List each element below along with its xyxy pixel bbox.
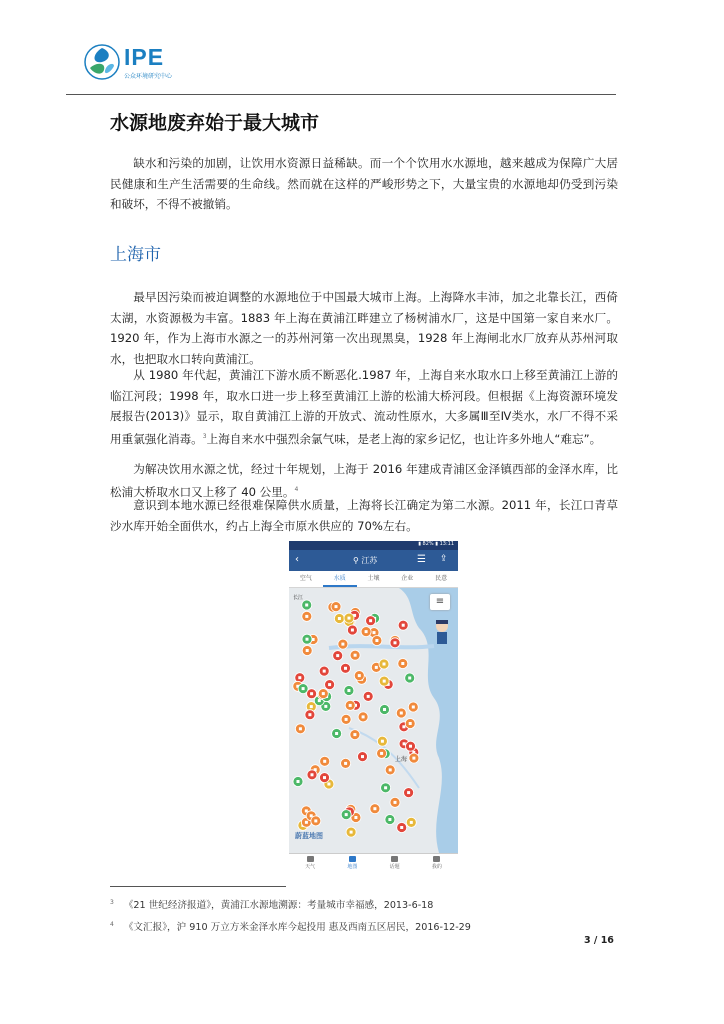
map-pin[interactable]: [405, 719, 415, 729]
map-pin[interactable]: [295, 724, 305, 734]
bottom-nav: [289, 853, 458, 873]
tab-enterprise[interactable]: 企业: [401, 575, 414, 582]
map-pin[interactable]: [332, 729, 342, 739]
map-pin[interactable]: [305, 710, 315, 720]
footnote-text: 《文汇报》，沪 910 万立方米金泽水库今起投用 惠及西南五区居民，2016-12-29: [123, 922, 471, 933]
page-title: 水源地废弃始于最大城市: [110, 112, 320, 134]
map-pin[interactable]: [370, 804, 380, 814]
nav-label: 地图: [347, 864, 358, 870]
map-pin[interactable]: [331, 602, 341, 612]
map-pin[interactable]: [380, 705, 390, 715]
map-pin[interactable]: [358, 712, 368, 722]
map-pin[interactable]: [302, 600, 312, 610]
map-pin[interactable]: [377, 748, 387, 758]
nav-label: 话题: [389, 864, 400, 870]
map-pin[interactable]: [345, 700, 355, 710]
map-pin[interactable]: [347, 625, 357, 635]
map-pin[interactable]: [366, 616, 376, 626]
paragraph-text: 从 1980 年代起，黄浦江下游水质不断恶化.1987 年，上海自来水取水口上移至黄浦江上游的临江河段；1998 年，取水口进一步上移至黄浦江上游的松浦大桥河段。但根据《上海资源环境发展报告(2013)》显示，取自黄浦江上游的开放式、流动性原水，大多属Ⅲ至Ⅳ类水，水厂不得不采用重氯强化消毒。: [110, 368, 618, 446]
nav-map[interactable]: [331, 854, 373, 873]
map-pin[interactable]: [372, 636, 382, 646]
footnote-divider: [110, 886, 286, 887]
nav-label: 天气: [305, 864, 316, 870]
map-pin[interactable]: [344, 686, 354, 696]
footnote-3: [110, 897, 433, 911]
map-pin[interactable]: [338, 639, 348, 649]
body-paragraph-1: 最早因污染而被迫调整的水源地位于中国最大城市上海。上海降水丰沛，加之北靠长江，西倚太湖，水资源极为丰富。1883 年上海在黄浦江畔建立了杨树浦水厂，这是中国第一家自来水厂。1920 年，作为上海市水源之一的苏州河第一次出现黑臭，1928 年上海闸北水厂放弃从苏州河取水，也把取水口转向黄浦江。: [110, 290, 618, 366]
share-icon[interactable]: ⇪: [440, 554, 448, 564]
footnote-number: 3: [110, 898, 114, 906]
nav-topics[interactable]: [374, 854, 416, 873]
status-bar: [289, 541, 458, 550]
logo-subtitle: 公众环境研究中心: [124, 73, 173, 80]
topics-icon: [391, 856, 398, 862]
ipe-logo-mark-icon: [84, 44, 120, 80]
map-pin[interactable]: [341, 810, 351, 820]
page-number: 3 / 16: [584, 935, 614, 946]
map-pin[interactable]: [354, 671, 364, 681]
section-heading: 上海市: [110, 245, 161, 265]
tab-soil[interactable]: 土壤: [367, 575, 380, 582]
map-pin[interactable]: [390, 638, 400, 648]
footnote-ref: 3: [202, 432, 207, 440]
footnote-number: 4: [110, 920, 114, 928]
map-pin[interactable]: [333, 651, 343, 661]
back-arrow-icon[interactable]: ‹: [295, 554, 299, 565]
map-pin[interactable]: [307, 770, 317, 780]
map-pin[interactable]: [405, 673, 415, 683]
map-pin[interactable]: [302, 646, 312, 656]
map-pin[interactable]: [341, 714, 351, 724]
map-pin[interactable]: [302, 611, 312, 621]
body-paragraph-2: [110, 365, 618, 449]
map-pin[interactable]: [341, 663, 351, 673]
nav-weather[interactable]: [289, 854, 331, 873]
nav-profile[interactable]: [416, 854, 458, 873]
map-pin[interactable]: [334, 614, 344, 624]
map-pin[interactable]: [396, 708, 406, 718]
map-pin[interactable]: [409, 753, 419, 763]
map-pin[interactable]: [319, 666, 329, 676]
intro-paragraph: 缺水和污染的加剧，让饮用水资源日益稀缺。而一个个饮用水水源地，越来越成为保障广大居民健康和生产生活需要的生命线。然而就在这样的严峻形势之下，大量宝贵的水源地却仍受到污染和破坏，不得不被撤销。: [110, 156, 618, 212]
map-pin[interactable]: [390, 797, 400, 807]
map-pin[interactable]: [318, 689, 328, 699]
map-region-label: 长江: [293, 595, 304, 601]
map-pin[interactable]: [320, 756, 330, 766]
ipe-logo: [84, 40, 224, 84]
map-pin[interactable]: [361, 627, 371, 637]
map-pin[interactable]: [398, 659, 408, 669]
map-pin[interactable]: [408, 702, 418, 712]
map-menu-button[interactable]: ≡: [430, 594, 450, 610]
weather-icon: [307, 856, 314, 862]
map-pin[interactable]: [320, 773, 330, 783]
map-pin[interactable]: [341, 758, 351, 768]
footnote-ref: 4: [294, 485, 299, 493]
map-pin[interactable]: [311, 816, 321, 826]
map-pin[interactable]: [385, 815, 395, 825]
list-icon[interactable]: ☰: [417, 554, 426, 565]
app-screenshot: [289, 541, 458, 873]
location-selector[interactable]: ⚲ 江苏: [353, 556, 378, 565]
map-pin[interactable]: [377, 736, 387, 746]
map-pin[interactable]: [406, 817, 416, 827]
map-pin[interactable]: [406, 741, 416, 751]
footnote-4: [110, 919, 471, 933]
tab-water[interactable]: 水质: [323, 571, 357, 587]
footnote-text: 《21 世纪经济报道》，黄浦江水源地溯源：考量城市幸福感，2013-6-18: [123, 900, 434, 911]
category-tabs: [289, 571, 458, 588]
map-pin[interactable]: [346, 827, 356, 837]
tab-public[interactable]: 民意: [435, 575, 448, 582]
tab-air[interactable]: 空气: [299, 575, 312, 582]
map-watermark: 蔚蓝地图: [295, 832, 323, 840]
map-icon: [349, 856, 356, 862]
body-paragraph-4: 意识到本地水源已经很难保障供水质量，上海将长江确定为第二水源。2011 年，长江口青草沙水库开始全面供水，约占上海全市原水供应的 70%左右。: [110, 498, 618, 533]
map-pin[interactable]: [307, 689, 317, 699]
app-bar: [289, 550, 458, 571]
map-pin[interactable]: [398, 620, 408, 630]
map-pin[interactable]: [293, 777, 303, 787]
map-city-label: 上海: [395, 756, 408, 763]
map-pin[interactable]: [325, 680, 335, 690]
map-view[interactable]: [289, 588, 458, 853]
map-pin[interactable]: [397, 823, 407, 833]
profile-icon: [433, 856, 440, 862]
mascot-icon[interactable]: [433, 618, 451, 648]
paragraph-text: 上海自来水中强烈余氯气味，是老上海的家乡记忆，也让许多外地人“难忘”。: [206, 431, 602, 446]
map-pin[interactable]: [404, 788, 414, 798]
map-pin[interactable]: [379, 659, 389, 669]
location-label: 江苏: [361, 556, 378, 565]
map-pin[interactable]: [350, 650, 360, 660]
nav-label: 我的: [431, 864, 442, 870]
paragraph-text: 为解决饮用水源之忧，经过十年规划，上海于 2016 年建成青浦区金泽镇西部的金泽水库，比松浦大桥取水口又上移了 40 公里。: [110, 462, 618, 499]
map-pin[interactable]: [379, 676, 389, 686]
map-pin[interactable]: [363, 691, 373, 701]
map-pin[interactable]: [381, 783, 391, 793]
map-pin[interactable]: [344, 613, 354, 623]
map-pin[interactable]: [350, 730, 360, 740]
map-pin[interactable]: [385, 765, 395, 775]
status-text: ▮ 82% ▮ 13:11: [418, 541, 454, 547]
map-pin[interactable]: [358, 752, 368, 762]
logo-text: IPE: [124, 44, 165, 70]
header-divider: [66, 94, 616, 95]
map-pin[interactable]: [302, 634, 312, 644]
